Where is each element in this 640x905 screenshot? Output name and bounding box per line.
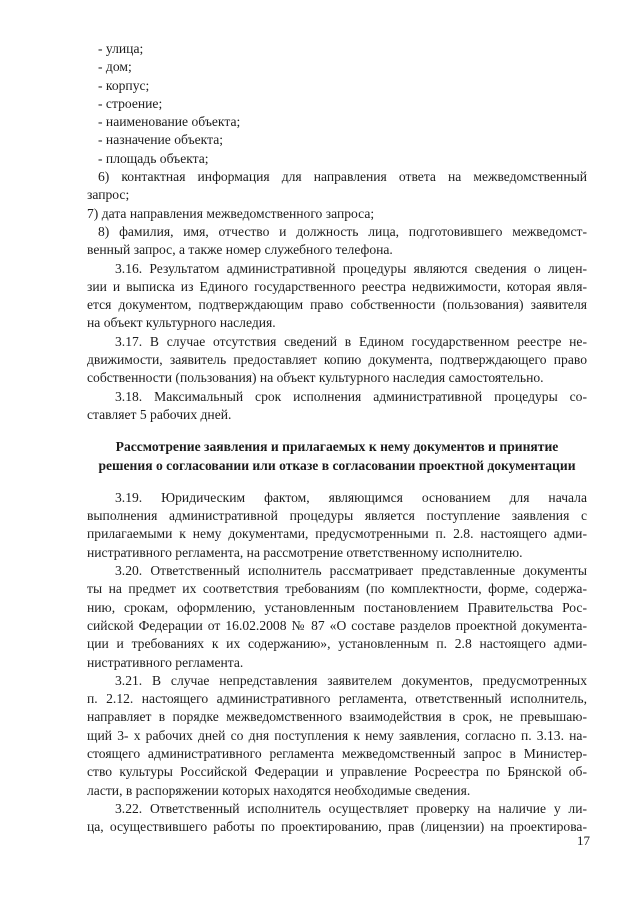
paragraph-line: ставляет 5 рабочих дней. bbox=[87, 406, 232, 422]
section-gap bbox=[87, 475, 587, 489]
paragraph-line: 3.17. В случае отсутствия сведений в Едином государственном реестре не- bbox=[115, 333, 587, 349]
paragraph-line: 3.20. Ответственный исполнитель рассматривает представленные документы bbox=[115, 563, 587, 579]
paragraph-3-18 bbox=[87, 388, 587, 425]
paragraph-line: ство культуры Российской Федерации и управление Росреестра по Брянской об- bbox=[87, 764, 587, 780]
paragraph-line: запрос; bbox=[87, 187, 130, 203]
paragraph-line: собственности (пользования) на объект культурного наследия самостоятельно. bbox=[87, 370, 544, 386]
paragraph-3-21 bbox=[87, 672, 587, 800]
paragraph-line: нию, срокам, оформлению, установленным постановлением Правительства Рос- bbox=[87, 599, 587, 615]
paragraph-3-22 bbox=[87, 800, 587, 837]
paragraph-line: прилагаемыми к нему документами, предусмотренными п. 2.8. настоящего адми- bbox=[87, 526, 587, 542]
paragraph-line: движимости, заявитель предоставляет копию документа, подтверждающего право bbox=[87, 352, 587, 368]
paragraph-3-16 bbox=[87, 260, 587, 333]
paragraph-line: ты на предмет их соответствия требованиям (по комплектности, форме, содержа- bbox=[87, 581, 587, 597]
paragraph-line: направляет в порядке межведомственного взаимодействия в срок, не превышаю- bbox=[87, 709, 587, 725]
paragraph-line: 3.22. Ответственный исполнитель осуществляет проверку на наличие у ли- bbox=[115, 800, 587, 816]
list-item: - назначение объекта; bbox=[98, 132, 223, 148]
paragraph-line: щий 3- х рабочих дней со дня поступления к нему заявления, согласно п. 3.13. на- bbox=[87, 727, 587, 743]
paragraph-line: зии и выписка из Единого государственного реестра недвижимости, которая явля- bbox=[87, 278, 587, 294]
page-number: 17 bbox=[577, 833, 590, 848]
paragraph-3-19 bbox=[87, 489, 587, 562]
paragraph-line: п. 2.12. настоящего административного регламента, ответственный исполнитель, bbox=[87, 691, 587, 707]
item-8-responsible-person bbox=[87, 223, 587, 260]
list-item: - площадь объекта; bbox=[98, 150, 209, 166]
paragraph-line: ется документом, подтверждающим право собственности (пользования) заявителя bbox=[87, 297, 587, 313]
list-item: - наименование объекта; bbox=[98, 114, 241, 130]
paragraph-line: ции и требованиях к их содержанию», установленным п. 2.8 настоящего адми- bbox=[87, 636, 587, 652]
paragraph-line: на объект культурного наследия. bbox=[87, 315, 276, 331]
paragraph-line: 6) контактная информация для направления ответа на межведомственный bbox=[98, 169, 587, 185]
paragraph-line: ца, осуществившего работы по проектированию, прав (лицензии) на проектирова- bbox=[87, 819, 587, 835]
address-fields-list bbox=[87, 40, 587, 168]
list-item: - дом; bbox=[98, 59, 132, 75]
heading-line: Рассмотрение заявления и прилагаемых к нему документов и принятие bbox=[115, 439, 559, 455]
section-heading bbox=[87, 438, 587, 475]
paragraph-line: сийской Федерации от 16.02.2008 № 87 «О составе разделов проектной документа- bbox=[87, 617, 587, 633]
paragraph-line: стоящего административного регламента межведомственный запрос в Министер- bbox=[87, 745, 587, 761]
section-gap bbox=[87, 424, 587, 438]
paragraph-line: 3.19. Юридическим фактом, являющимся основанием для начала bbox=[115, 489, 587, 505]
paragraph-line: ласти, в распоряжении которых находятся необходимые сведения. bbox=[87, 782, 471, 798]
list-item: - улица; bbox=[98, 41, 144, 56]
paragraph-line: нистративного регламента, на рассмотрение ответственному исполнителю. bbox=[87, 544, 523, 560]
heading-line: решения о согласовании или отказе в согласовании проектной документации bbox=[98, 457, 576, 473]
item-7-request-date bbox=[87, 205, 587, 223]
paragraph-line: 8) фамилия, имя, отчество и должность лица, подготовившего межведомст- bbox=[98, 223, 587, 239]
paragraph-line: 3.21. В случае непредставления заявителем документов, предусмотренных bbox=[115, 672, 587, 688]
paragraph-line: венный запрос, а также номер служебного телефона. bbox=[87, 242, 393, 258]
paragraph-line: 3.18. Максимальный срок исполнения административной процедуры со- bbox=[115, 388, 587, 404]
document-body bbox=[87, 40, 587, 836]
paragraph-3-17 bbox=[87, 333, 587, 388]
paragraph-line: 3.16. Результатом административной процедуры являются сведения о лицен- bbox=[115, 260, 587, 276]
paragraph-3-20 bbox=[87, 562, 587, 672]
item-6-contact-info bbox=[87, 168, 587, 205]
list-item: - корпус; bbox=[98, 77, 150, 93]
paragraph-line: выполнения административной процедуры является поступление заявления с bbox=[87, 508, 587, 524]
paragraph-line: нистративного регламента. bbox=[87, 654, 244, 670]
paragraph-line: 7) дата направления межведомственного запроса; bbox=[87, 205, 375, 221]
list-item: - строение; bbox=[98, 95, 163, 111]
